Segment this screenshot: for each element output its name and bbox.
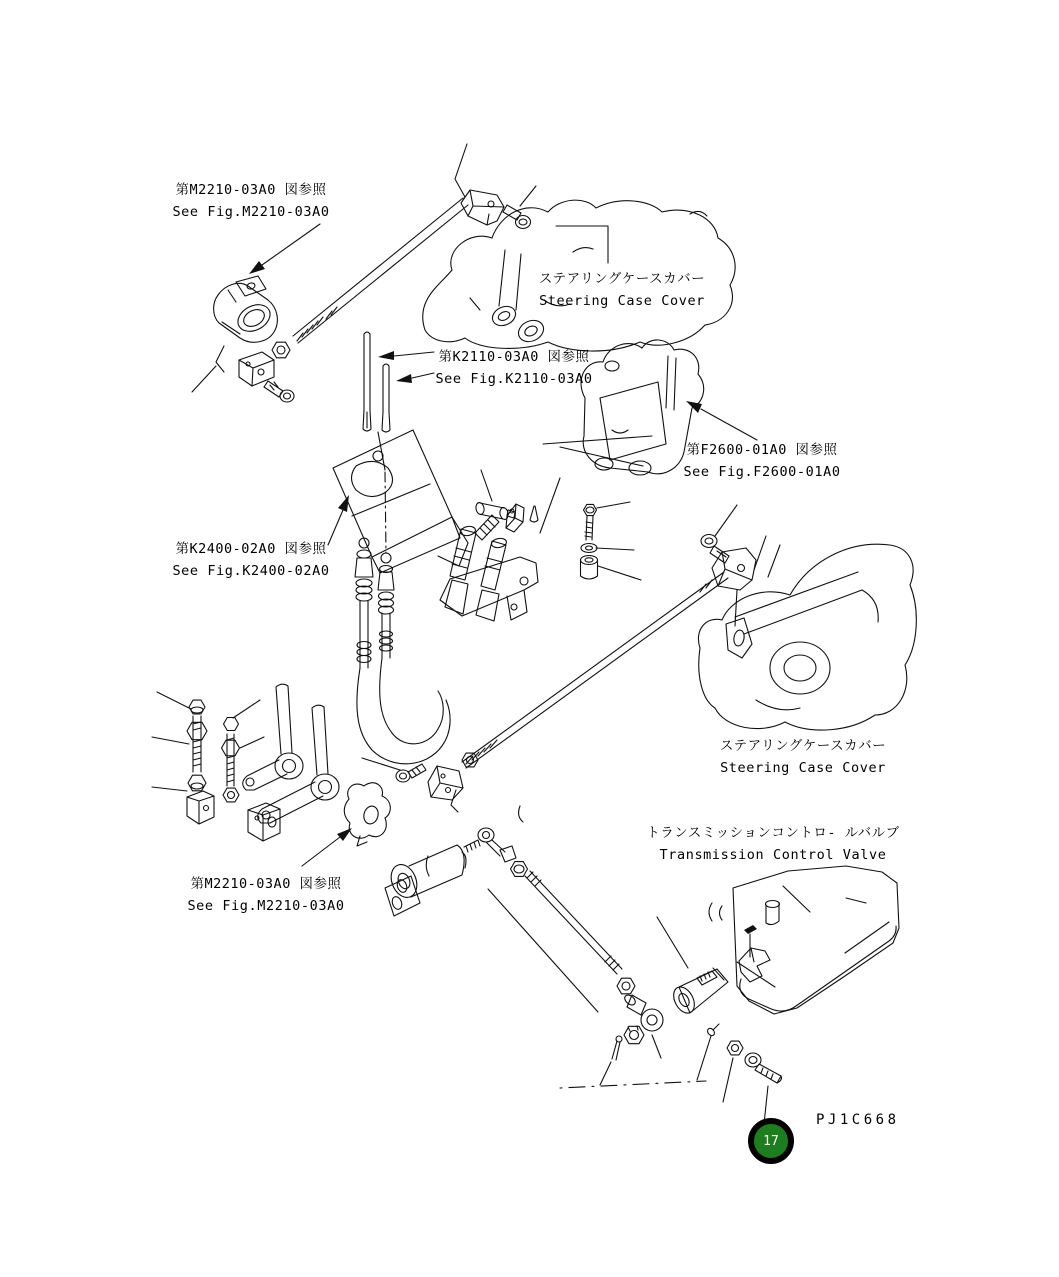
part-label-steering-cover-top — [539, 269, 705, 312]
ref-label-m2210-top-en: See Fig.M2210-03A0 — [172, 203, 330, 220]
steering-cover-bottom-en: Steering Case Cover — [720, 759, 886, 776]
ref-label-k2110-jp: 第K2110-03A0 図参照 — [438, 349, 590, 365]
ref-label-m2210-bottom — [187, 874, 344, 917]
steering-cover-top-en: Steering Case Cover — [539, 292, 705, 309]
ref-label-m2210-bottom-jp: 第M2210-03A0 図参照 — [190, 876, 342, 892]
ref-label-m2210-top-jp: 第M2210-03A0 図参照 — [175, 182, 327, 198]
plate-code: PJ1C668 — [816, 1112, 900, 1128]
part-label-transmission-valve — [646, 823, 899, 866]
actuator-linkage-group — [385, 828, 663, 1085]
k2400-plate-group — [328, 430, 468, 764]
ref-label-f2600-jp: 第F2600-01A0 図参照 — [686, 442, 838, 458]
part-callout-17-number: 17 — [763, 1133, 779, 1149]
ref-label-k2110-en: See Fig.K2110-03A0 — [435, 370, 593, 387]
ref-label-k2400 — [172, 539, 329, 582]
transmission-valve-group — [560, 866, 899, 1124]
ref-label-k2400-en: See Fig.K2400-02A0 — [172, 562, 330, 579]
transmission-valve-jp: トランスミッションコントロ- ルバルブ — [646, 825, 900, 841]
ref-label-f2600-en: See Fig.F2600-01A0 — [683, 463, 841, 480]
pin-group — [363, 332, 434, 553]
ref-label-m2210-bottom-en: See Fig.M2210-03A0 — [187, 897, 345, 914]
steering-cover-top-jp: ステアリングケースカバー — [538, 271, 706, 287]
right-rod-group — [362, 505, 780, 800]
lever-assembly-group — [152, 684, 390, 866]
part-callout-17[interactable] — [748, 1118, 794, 1164]
upper-rod-group — [272, 144, 536, 358]
steering-cover-bottom — [698, 544, 916, 730]
transmission-valve-en: Transmission Control Valve — [659, 846, 887, 863]
ref-label-m2210-top — [172, 180, 329, 223]
ref-label-k2110 — [435, 347, 592, 390]
upper-clamp-group — [192, 224, 320, 402]
steering-cover-bottom-jp: ステアリングケースカバー — [719, 738, 887, 754]
ref-label-f2600 — [683, 440, 840, 483]
part-label-steering-cover-bottom — [720, 736, 886, 779]
ref-label-k2400-jp: 第K2400-02A0 図参照 — [175, 541, 327, 557]
